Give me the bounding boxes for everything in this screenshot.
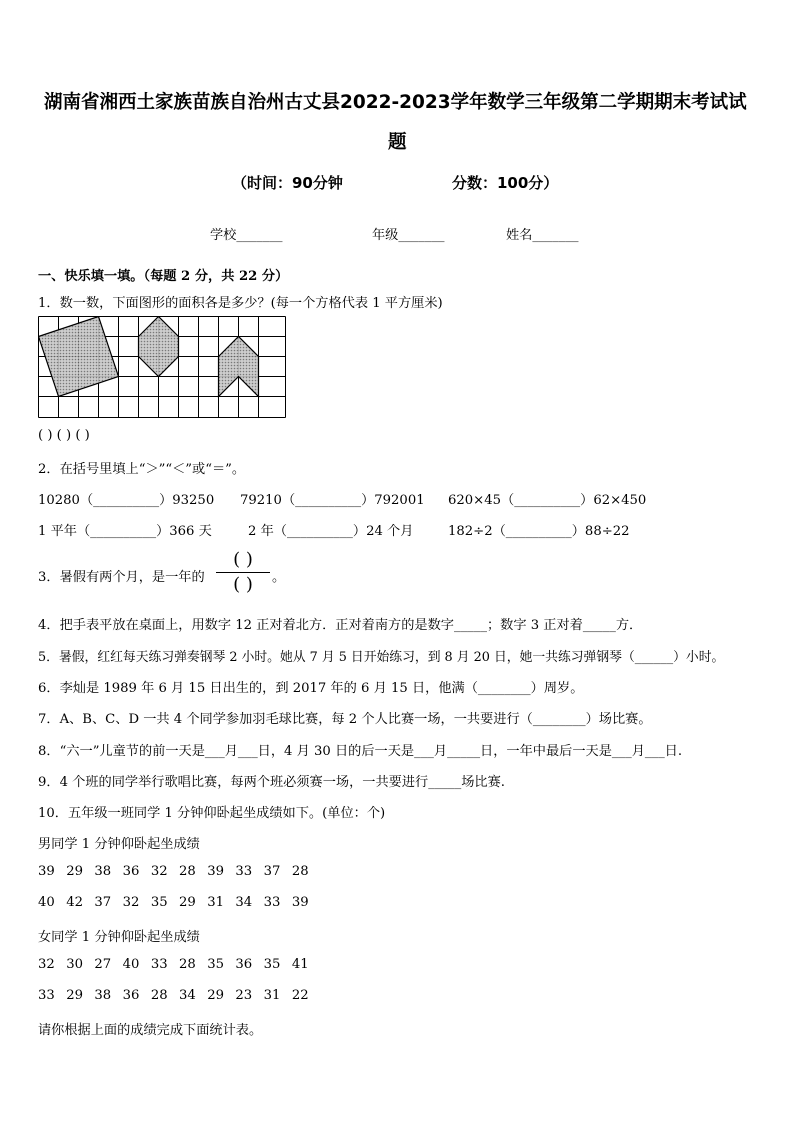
compare-item-2: 79210（__________）792001: [240, 493, 425, 508]
tilted-square-shape: [39, 317, 119, 397]
score-value: 33: [150, 957, 168, 972]
fraction-blank: [216, 550, 270, 595]
score-value: 38: [94, 864, 112, 879]
score-value: 37: [94, 895, 112, 910]
hexagon-shape: [139, 317, 179, 377]
score-value: 39: [207, 864, 224, 879]
exam-title-line1: 湖南省湘西土家族苗族自治州古丈县2022-2023学年数学三年级第二学期期末考试试: [44, 92, 747, 113]
score-value: 38: [94, 988, 112, 1003]
question-8-text: 8．“六一”儿童节的前一天是___月___日，4 月 30 日的后一天是___月_____日，一年中最后一天是___月___日.: [38, 744, 683, 759]
score-value: 34: [235, 895, 253, 910]
fraction-denominator: ( ): [233, 574, 253, 595]
question-2-text: 2．在括号里填上“＞”“＜”或“＝”。: [38, 462, 246, 477]
score-value: 28: [150, 988, 168, 1003]
girls-scores-row-2: [38, 988, 316, 1003]
exam-title-line2: 题: [388, 132, 407, 153]
score-value: 29: [66, 864, 83, 879]
score-value: 31: [263, 988, 281, 1003]
compare-item-4: 1 平年（__________）366 天: [38, 524, 212, 539]
score-value: 31: [207, 895, 224, 910]
score-value: 33: [235, 864, 253, 879]
score-value: 33: [263, 895, 281, 910]
score-value: 41: [291, 957, 309, 972]
score-value: 36: [235, 957, 253, 972]
compare-item-6: 182÷2（__________）88÷22: [448, 524, 630, 539]
score-value: 27: [94, 957, 112, 972]
score-value: 35: [150, 895, 168, 910]
score-value: 36: [122, 864, 140, 879]
question-6-text: 6．李灿是 1989 年 6 月 15 日出生的，到 2017 年的 6 月 15 日，他满（________）周岁。: [38, 681, 584, 696]
score-value: 40: [122, 957, 140, 972]
question-3-text: 3．暑假有两个月，是一年的: [38, 570, 205, 585]
score-value: 32: [122, 895, 140, 910]
score-value: 37: [263, 864, 281, 879]
school-field: 学校_______: [210, 228, 283, 243]
grade-field: 年级_______: [372, 228, 445, 243]
score-value: 28: [291, 864, 309, 879]
girls-scores-label: 女同学 1 分钟仰卧起坐成绩: [38, 930, 200, 945]
area-grid-figure: [38, 316, 286, 418]
boys-scores-row-2: [38, 895, 316, 910]
score-value: 32: [150, 864, 168, 879]
score-value: 39: [291, 895, 309, 910]
score-value: 36: [122, 988, 140, 1003]
fraction-bar: [216, 572, 270, 573]
question-10-text: 10．五年级一班同学 1 分钟仰卧起坐成绩如下。(单位：个): [38, 806, 386, 821]
question-7-text: 7．A、B、C、D 一共 4 个同学参加羽毛球比赛，每 2 个人比赛一场，一共要进行（________）场比赛。: [38, 712, 652, 727]
score-value: 34: [179, 988, 196, 1003]
section-heading: 一、快乐填一填。（每题 2 分，共 22 分）: [38, 269, 289, 284]
exam-time: （时间：90分钟: [232, 174, 343, 192]
score-value: 30: [66, 957, 83, 972]
score-value: 42: [66, 895, 83, 910]
score-value: 29: [66, 988, 83, 1003]
score-value: 28: [179, 957, 196, 972]
fraction-numerator: ( ): [233, 549, 253, 570]
compare-item-5: 2 年（__________）24 个月: [248, 524, 414, 539]
score-value: 35: [263, 957, 281, 972]
compare-item-3: 620×45（__________）62×450: [448, 493, 647, 508]
score-value: 32: [38, 957, 55, 972]
score-value: 35: [207, 957, 224, 972]
shaded-shapes: [39, 317, 259, 397]
exam-score: 分数：100分）: [452, 174, 559, 192]
score-value: 23: [235, 988, 253, 1003]
question-9-text: 9．4 个班的同学举行歌唱比赛，每两个班必须赛一场，一共要进行_____场比赛.: [38, 775, 505, 790]
score-value: 22: [291, 988, 309, 1003]
score-value: 29: [179, 895, 196, 910]
question-4-text: 4．把手表平放在桌面上，用数字 12 正对着北方．正对着南方的是数字_____；数字 3 正对着_____方．: [38, 618, 643, 633]
boys-scores-row-1: [38, 864, 316, 879]
question-3-end: 。: [272, 570, 286, 585]
score-value: 39: [38, 864, 55, 879]
question-1-answers: ( ) ( ) ( ): [38, 428, 90, 443]
name-field: 姓名_______: [506, 228, 579, 243]
question-1-text: 1．数一数，下面图形的面积各是多少？(每一个方格代表 1 平方厘米): [38, 296, 443, 311]
boys-scores-label: 男同学 1 分钟仰卧起坐成绩: [38, 837, 200, 852]
score-value: 28: [179, 864, 196, 879]
question-5-text: 5．暑假，红红每天练习弹奏钢琴 2 小时。她从 7 月 5 日开始练习，到 8 月 20 日，她一共练习弹钢琴（______）小时。: [38, 650, 725, 665]
score-value: 29: [207, 988, 224, 1003]
score-value: 40: [38, 895, 55, 910]
score-value: 33: [38, 988, 55, 1003]
compare-item-1: 10280（__________）93250: [38, 493, 215, 508]
question-10-footer: 请你根据上面的成绩完成下面统计表。: [38, 1023, 263, 1038]
girls-scores-row-1: [38, 957, 316, 972]
